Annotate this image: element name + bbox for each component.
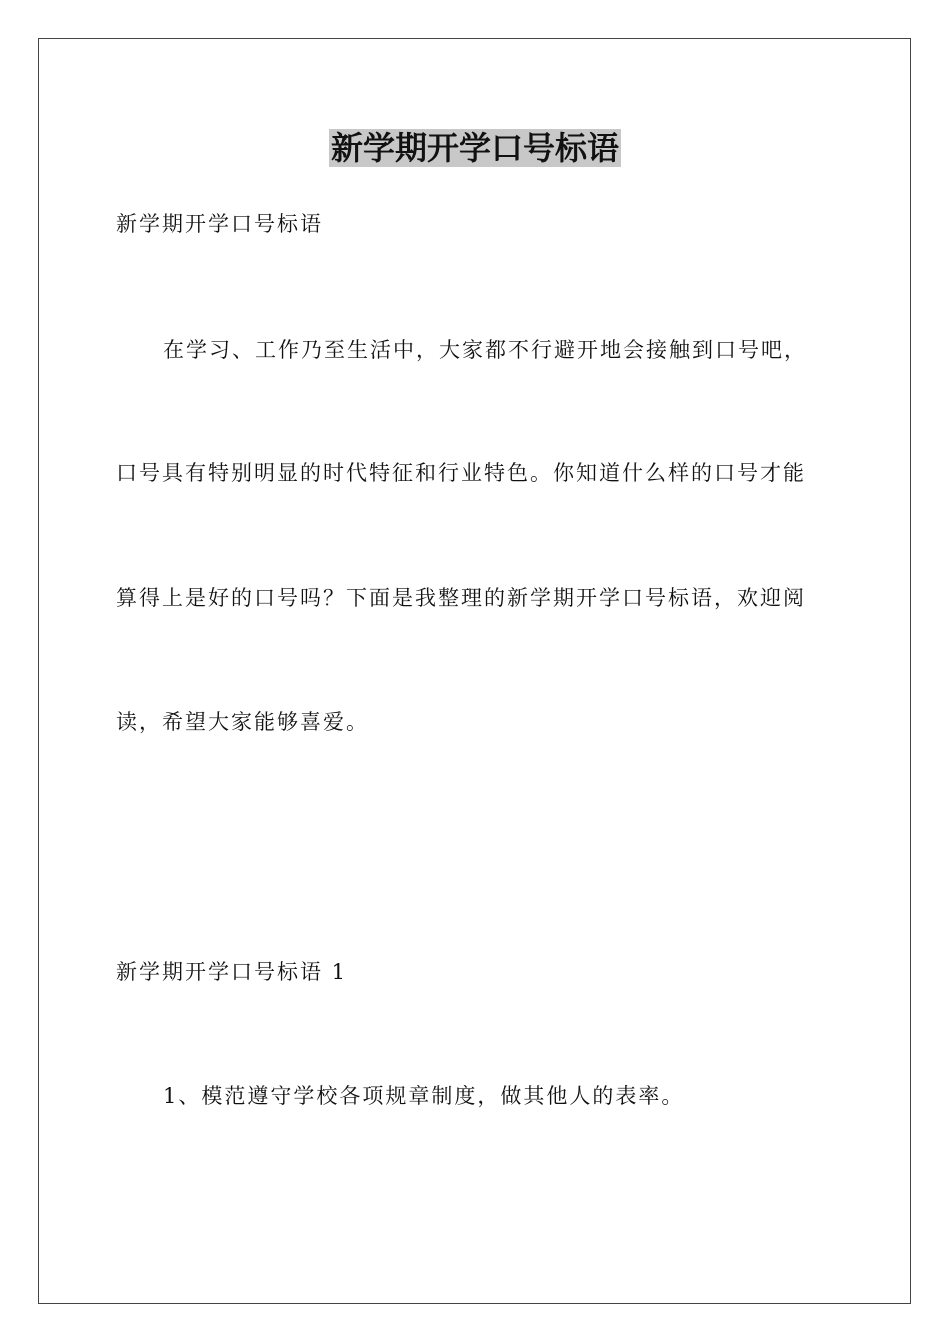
intro-line-3: 算得上是好的口号吗？下面是我整理的新学期开学口号标语，欢迎阅 — [116, 586, 806, 610]
intro-line-1: 在学习、工作乃至生活中，大家都不行避开地会接触到口号吧， — [163, 338, 807, 362]
document-title — [0, 124, 950, 172]
section-heading: 新学期开学口号标语 1 — [116, 960, 348, 984]
document-title-text: 新学期开学口号标语 — [330, 129, 619, 167]
intro-line-2: 口号具有特别明显的时代特征和行业特色。你知道什么样的口号才能 — [116, 461, 806, 485]
intro-line-4: 读，希望大家能够喜爱。 — [116, 710, 369, 734]
document-subtitle: 新学期开学口号标语 — [116, 212, 323, 236]
list-item: 1、模范遵守学校各项规章制度，做其他人的表率。 — [163, 1084, 685, 1108]
